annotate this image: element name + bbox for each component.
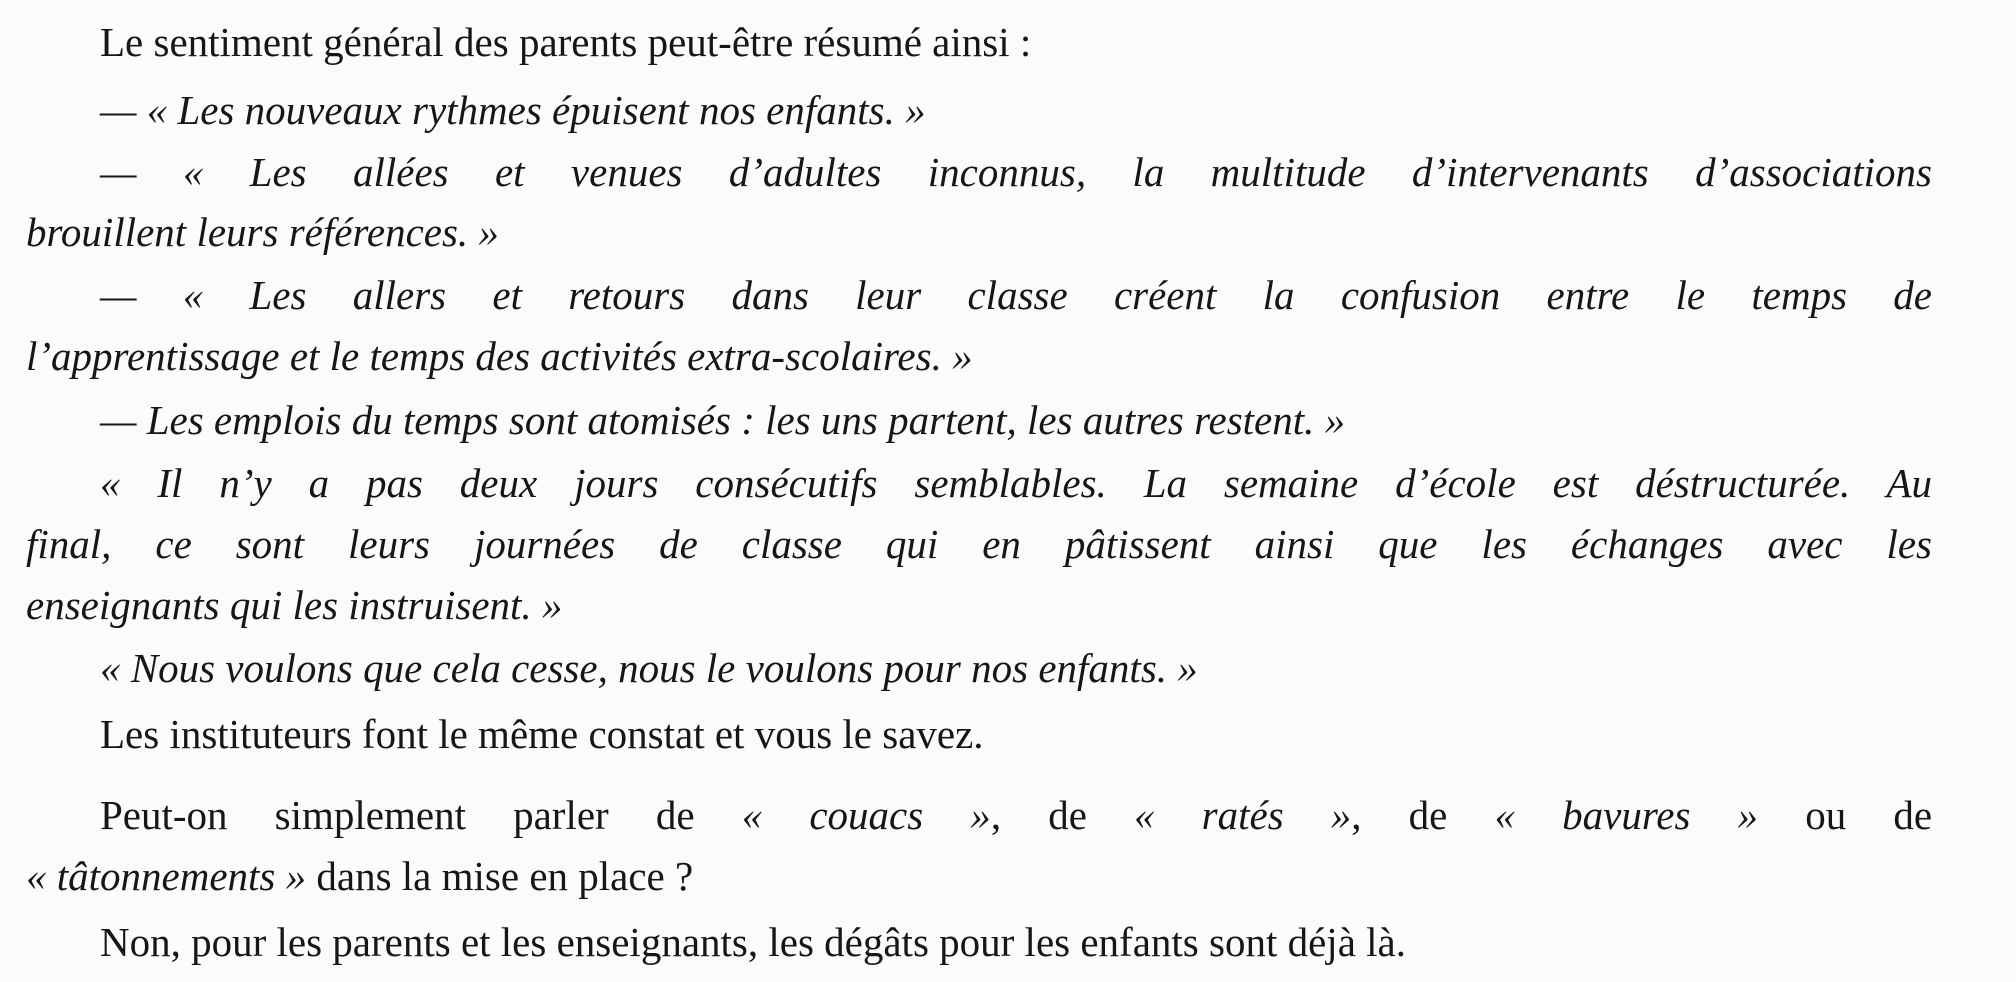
paragraph-question-line-1 — [100, 792, 1933, 838]
separator-ou-de: ou de — [1805, 792, 1933, 838]
quote-semaine-line-3: enseignants qui les instruisent. » — [26, 582, 563, 628]
quote-adultes-line-1: — « Les allées et venues d’adultes inconnus, la multitude d’intervenants d’associations — [100, 149, 1932, 195]
quote-classe-line-1: — « Les allers et retours dans leur classe créent la confusion entre le temps de — [100, 272, 1932, 318]
question-lead: Peut-on simplement parler de — [100, 792, 695, 838]
quote-semaine-line-1: « Il n’y a pas deux jours consécutifs semblables. La semaine d’école est déstructurée. Au — [100, 460, 1932, 506]
separator-de-2: , de — [1351, 792, 1448, 838]
quote-semaine-line-2: final, ce sont leurs journées de classe qui en pâtissent ainsi que les échanges avec les — [26, 521, 1932, 567]
term-couacs: « couacs » — [741, 792, 991, 838]
term-rates: « ratés » — [1134, 792, 1352, 838]
quote-rythmes: — « Les nouveaux rythmes épuisent nos enfants. » — [100, 87, 926, 133]
term-tatonnements: « tâtonnements » — [26, 853, 307, 899]
quote-emplois-du-temps: — Les emplois du temps sont atomisés : les uns partent, les autres restent. » — [100, 397, 1346, 443]
term-bavures: « bavures » — [1494, 792, 1759, 838]
paragraph-intro: Le sentiment général des parents peut-être résumé ainsi : — [100, 19, 1032, 65]
quote-classe-line-2: l’apprentissage et le temps des activités extra-scolaires. » — [26, 333, 973, 379]
question-tail: dans la mise en place ? — [316, 853, 694, 899]
separator-de-1: , de — [990, 792, 1087, 838]
paragraph-question-line-2 — [26, 853, 694, 899]
quote-cesse: « Nous voulons que cela cesse, nous le voulons pour nos enfants. » — [100, 645, 1198, 691]
quote-adultes-line-2: brouillent leurs références. » — [26, 209, 499, 255]
paragraph-conclusion: Non, pour les parents et les enseignants, les dégâts pour les enfants sont déjà là. — [100, 919, 1406, 965]
paragraph-instituteurs: Les instituteurs font le même constat et vous le savez. — [100, 711, 984, 757]
